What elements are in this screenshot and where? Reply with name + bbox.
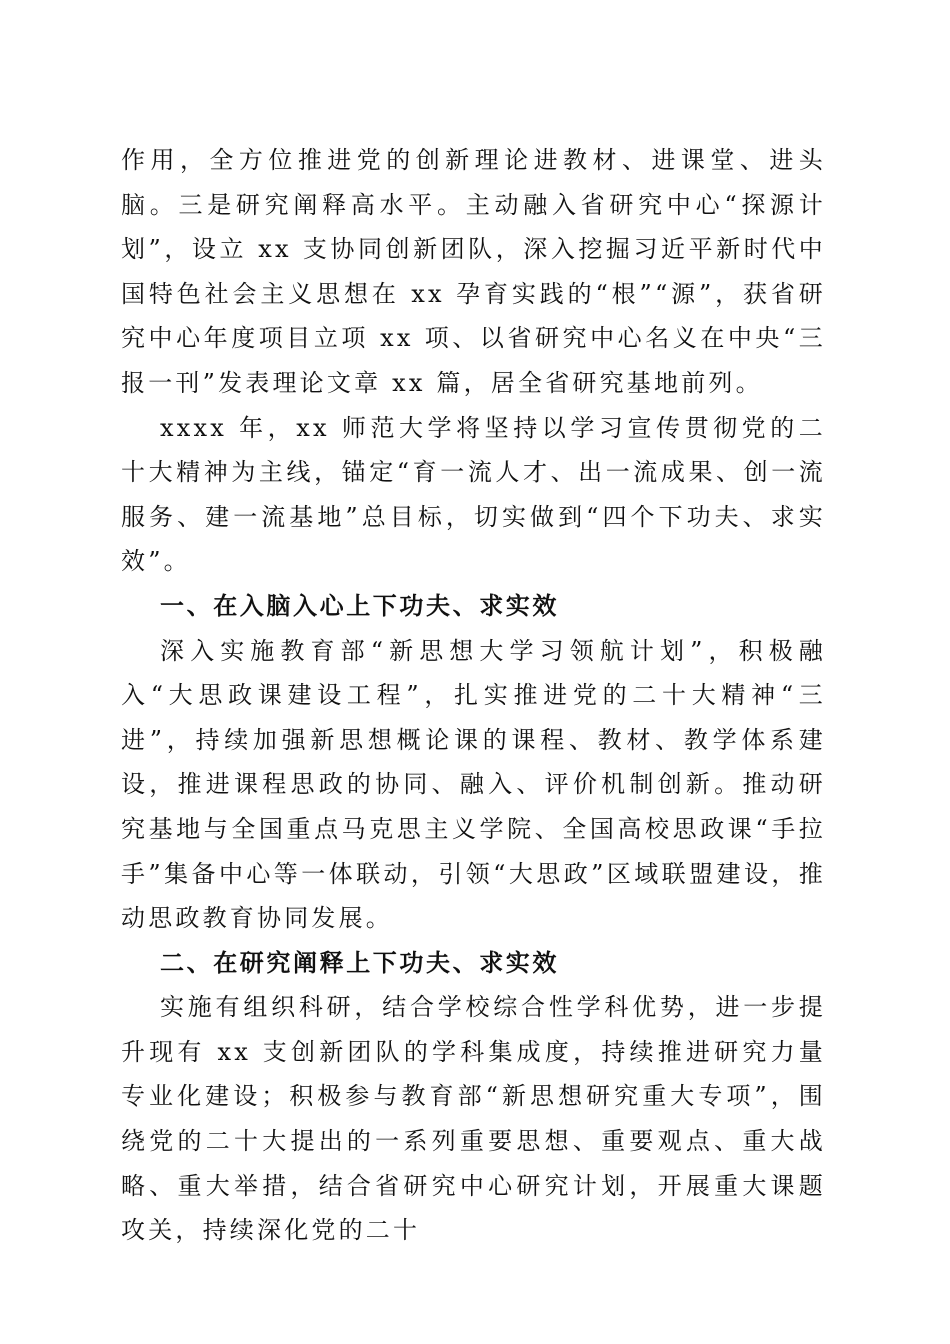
section-heading-2: 二、在研究阐释上下功夫、求实效 xyxy=(160,948,559,977)
section-heading-1: 一、在入脑入心上下功夫、求实效 xyxy=(160,591,559,620)
document-body xyxy=(121,138,826,1253)
paragraph-research-level: 作用，全方位推进党的创新理论进教材、进课堂、进头脑。三是研究阐释高水平。主动融入省研究中心“探源计划”，设立 xx 支协同创新团队，深入挖掘习近平新时代中国特色社会主义思想在 xx 孕育实践的“根”“源”，获省研究中心年度项目立项 xx 项、以省研究中心名义在中央“三报一刊”发表理论文章 xx 篇，居全省研究基地前列。 xyxy=(121,146,826,397)
paragraph-section-1-body: 深入实施教育部“新思想大学习领航计划”，积极融入“大思政课建设工程”，扎实推进党的二十大精神“三进”，持续加强新思想概论课的课程、教材、教学体系建设，推进课程思政的协同、融入、评价机制创新。推动研究基地与全国重点马克思主义学院、全国高校思政课“手拉手”集备中心等一体联动，引领“大思政”区域联盟建设，推动思政教育协同发展。 xyxy=(121,636,826,933)
paragraph-annual-goal: xxxx 年，xx 师范大学将坚持以学习宣传贯彻党的二十大精神为主线，锚定“育一流人才、出一流成果、创一流服务、建一流基地”总目标，切实做到“四个下功夫、求实效”。 xyxy=(121,413,826,576)
paragraph-section-2-body: 实施有组织科研，结合学校综合性学科优势，进一步提升现有 xx 支创新团队的学科集成度，持续推进研究力量专业化建设；积极参与教育部“新思想研究重大专项”，围绕党的二十大提出的一系列重要思想、重要观点、重大战略、重大举措，结合省研究中心研究计划，开展重大课题攻关，持续深化党的二十 xyxy=(121,993,826,1245)
